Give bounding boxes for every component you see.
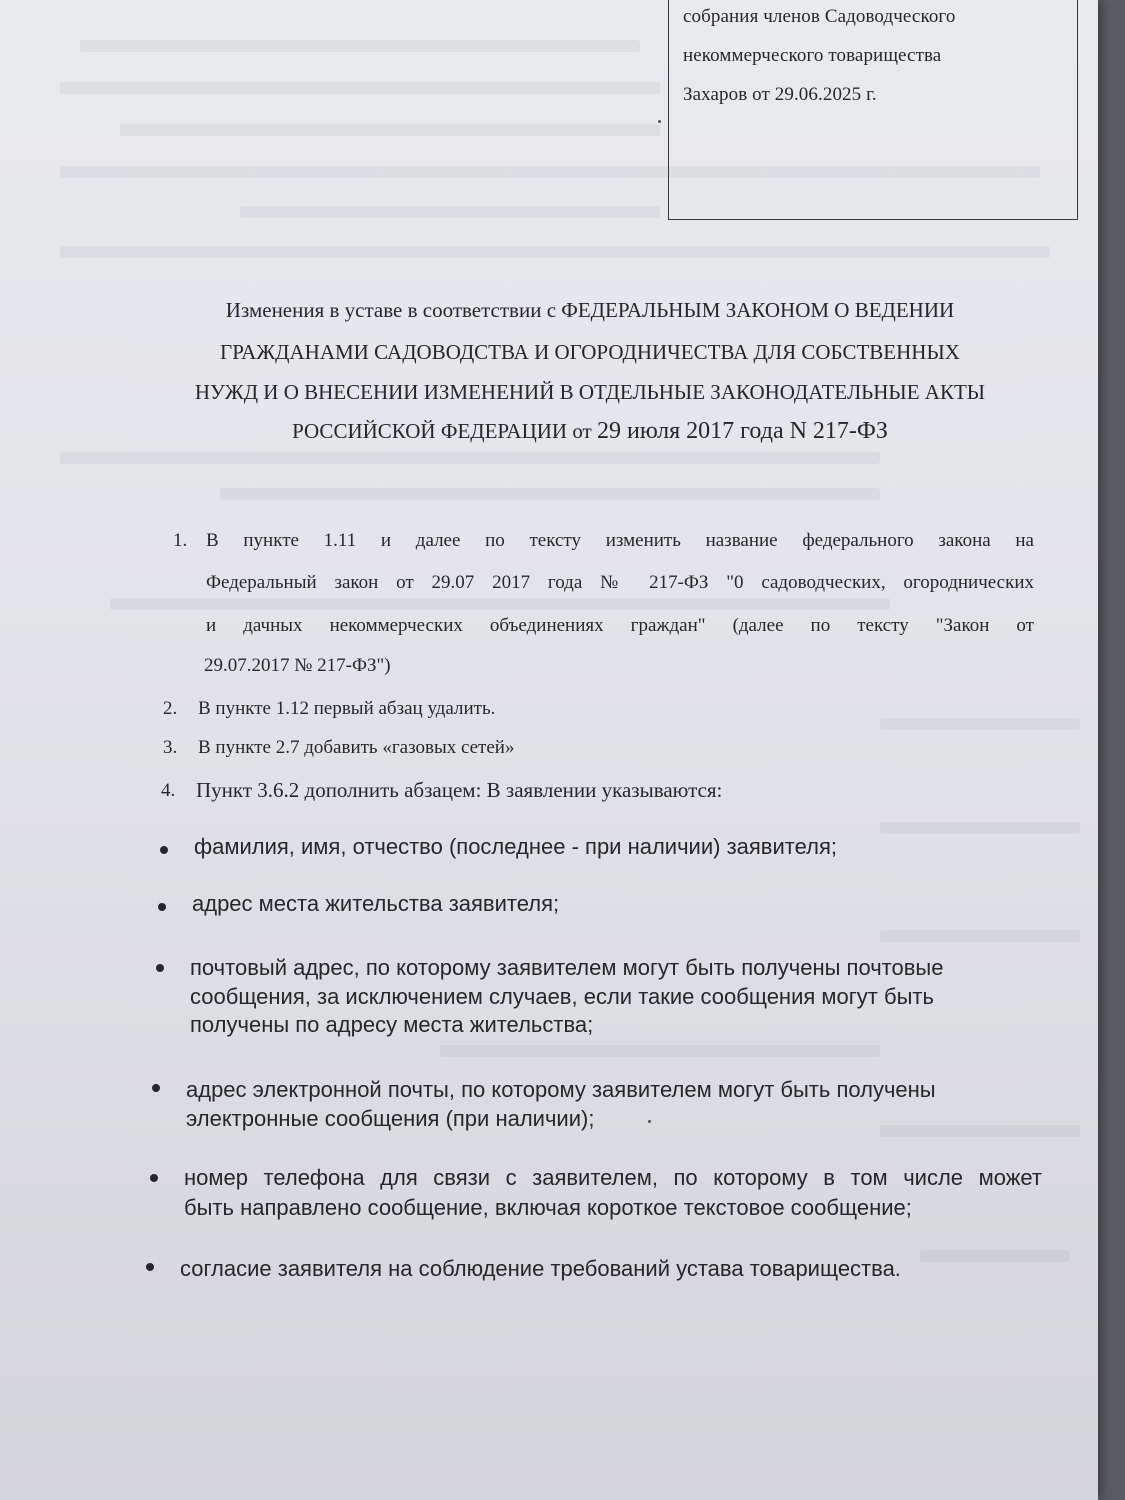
ink-speck: [648, 1120, 651, 1123]
title-line: Изменения в уставе в соответствии с ФЕДЕРАЛЬНЫМ ЗАКОНОМ О ВЕДЕНИИ: [225, 298, 955, 322]
bullet-item-line: электронные сообщения (при наличии);: [186, 1106, 595, 1131]
title-line: [140, 418, 1040, 445]
stamp-line: собрания членов Садоводческого: [683, 6, 956, 27]
bullet-item-line: почтовый адрес, по которому заявителем могут быть получены почтовые: [190, 955, 944, 980]
list-number: 3.: [163, 737, 178, 758]
list-item-line: и дачных некоммерческих объединениях граждан" (далее по тексту "Закон от: [206, 615, 1034, 636]
list-number: 1.: [173, 530, 188, 551]
bullet-marker: [152, 1084, 160, 1092]
stamp-line: некоммерческого товарищества: [683, 45, 942, 66]
bleed-through-line: [220, 488, 880, 500]
bleed-through-line: [60, 452, 880, 464]
stamp-line: Захаров от 29.06.2025 г.: [683, 84, 877, 105]
list-number: 4.: [161, 780, 176, 801]
bleed-through-line: [120, 124, 660, 136]
bleed-through-line: [60, 82, 660, 94]
list-item-line: В пункте 1.11 и далее по тексту изменить название федерального закона на: [206, 530, 1034, 551]
list-item-line: 29.07.2017 № 217-ФЗ"): [204, 655, 391, 676]
bullet-marker: [160, 846, 168, 854]
list-item-line: Федеральный закон от 29.07 2017 года № 217-ФЗ "0 садоводческих, огороднических: [206, 572, 1034, 593]
bleed-through-line: [880, 822, 1080, 834]
bullet-item-line: получены по адресу места жительства;: [190, 1012, 594, 1037]
bleed-through-line: [920, 1250, 1070, 1262]
bleed-through-line: [240, 206, 660, 218]
bleed-through-line: [880, 718, 1080, 730]
bullet-marker: [156, 964, 164, 972]
list-item-text: В пункте 1.12 первый абзац удалить.: [198, 698, 496, 719]
bullet-marker: [158, 903, 166, 911]
bullet-item-line: фамилия, имя, отчество (последнее - при наличии) заявителя;: [194, 834, 837, 859]
bleed-through-line: [880, 930, 1080, 942]
title-line-text: РОССИЙСКОЙ ФЕДЕРАЦИИ от: [292, 419, 597, 443]
bleed-through-line: [440, 1045, 880, 1057]
bleed-through-line: [60, 246, 1050, 258]
bullet-item-line: номер телефона для связи с заявителем, по которому в том числе может: [184, 1165, 1042, 1190]
title-line: ГРАЖДАНАМИ САДОВОДСТВА И ОГОРОДНИЧЕСТВА ДЛЯ СОБСТВЕННЫХ: [220, 340, 960, 364]
law-reference: 29 июля 2017 года N 217-ФЗ: [596, 418, 888, 444]
bleed-through-line: [880, 1125, 1080, 1137]
approval-stamp-box: [668, 0, 1078, 220]
bleed-through-line: [110, 598, 890, 610]
bullet-marker: [150, 1174, 158, 1182]
bullet-item-line: адрес электронной почты, по которому заявителем могут быть получены: [186, 1077, 936, 1102]
bullet-item-line: сообщения, за исключением случаев, если такие сообщения могут быть: [190, 984, 934, 1009]
bleed-through-line: [80, 40, 640, 52]
ink-speck: [658, 120, 661, 123]
title-line: НУЖД И О ВНЕСЕНИИ ИЗМЕНЕНИЙ В ОТДЕЛЬНЫЕ ЗАКОНОДАТЕЛЬНЫЕ АКТЫ: [194, 380, 986, 404]
list-number: 2.: [163, 698, 178, 719]
bullet-item-line: согласие заявителя на соблюдение требований устава товарищества.: [180, 1256, 901, 1281]
bullet-item-line: быть направлено сообщение, включая короткое текстовое сообщение;: [184, 1195, 912, 1220]
list-item-text: Пункт 3.6.2 дополнить абзацем: В заявлении указываются:: [196, 778, 723, 802]
bullet-marker: [146, 1263, 154, 1271]
bullet-item-line: адрес места жительства заявителя;: [192, 891, 560, 916]
list-item-text: В пункте 2.7 добавить «газовых сетей»: [198, 737, 515, 758]
